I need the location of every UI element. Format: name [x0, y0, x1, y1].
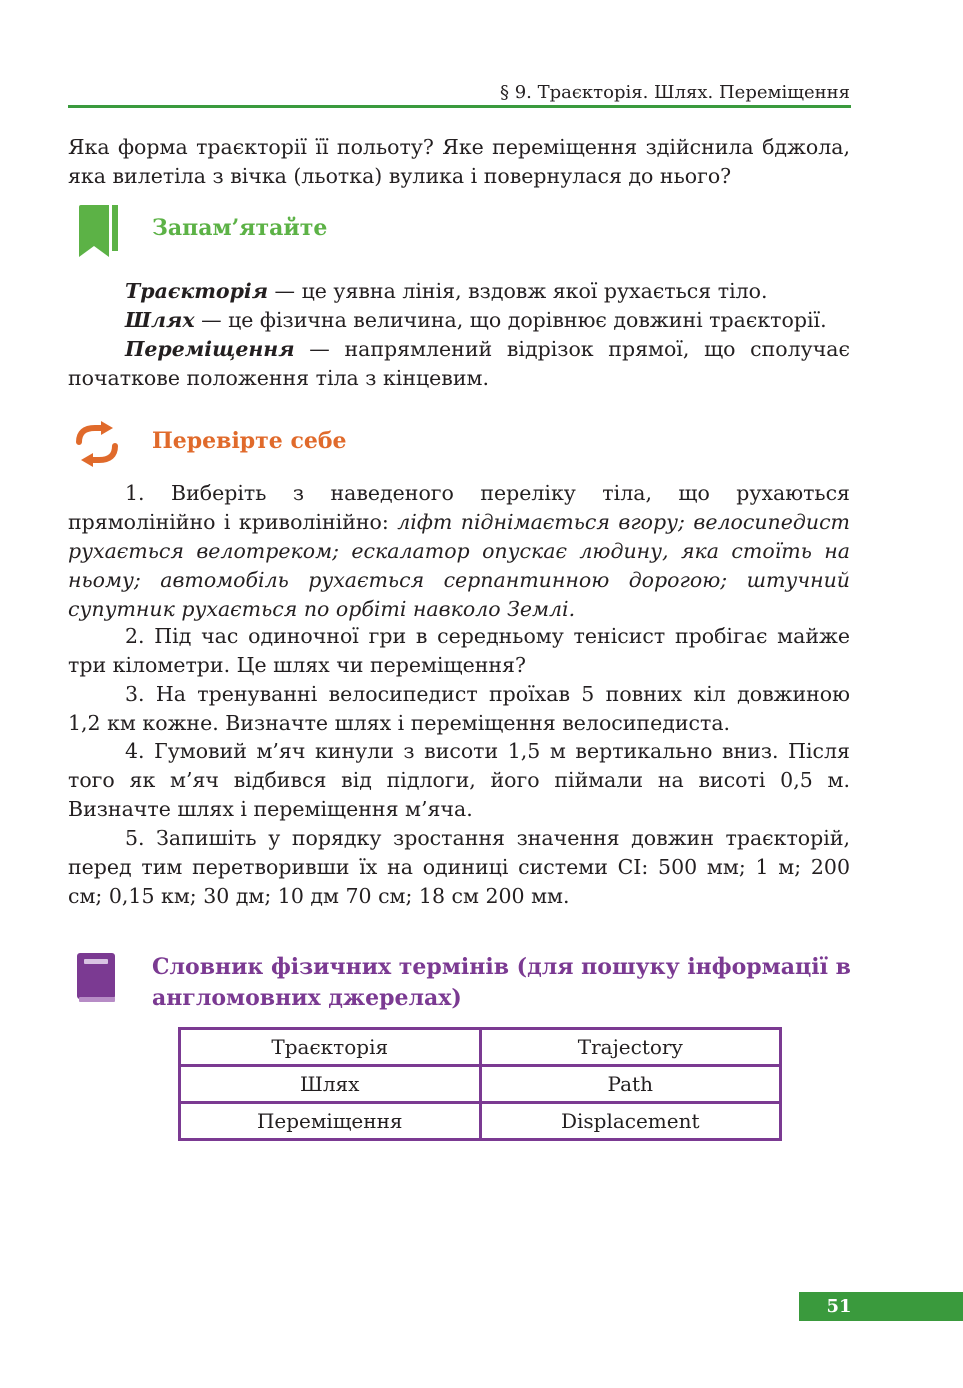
- question-5: 5. Запишіть у порядку зростання значення довжин траєкторій, перед тим перетворивши їх на одиниці системи СІ: 500 мм; 1 м; 200 см; 0,15 км; 30 дм; 10 дм 70 см; 18 см 200 мм.: [68, 826, 850, 908]
- refresh-arrows-icon: [71, 420, 123, 468]
- definition-text: — напрямлений відрізок прямої, що сполучає початкове положення тіла з кінцевим.: [68, 337, 850, 390]
- definition-displacement: [68, 335, 850, 393]
- question-3: 3. На тренуванні велосипедист проїхав 5 повних кіл довжиною 1,2 км кожне. Визначте шлях і переміщення велосипедиста.: [68, 682, 850, 735]
- question-1-prefix: 1. Виберіть з наведеного переліку тіла, що рухаються прямолінійно і криволінійно:: [68, 481, 850, 534]
- term-path: Шлях: [125, 308, 195, 332]
- definition-text: — це фізична величина, що дорівнює довжині траєкторії.: [194, 308, 827, 332]
- glossary-table: [178, 1027, 782, 1141]
- glossary-term-ua: Шлях: [180, 1066, 481, 1103]
- dictionary-heading: Словник фізичних термінів (для пошуку інформації в англомовних джерелах): [152, 954, 851, 1011]
- definition-text: — це уявна лінія, вздовж якої рухається тіло.: [268, 279, 768, 303]
- header-rule: [68, 105, 851, 108]
- glossary-term-en: Path: [480, 1066, 781, 1103]
- header-title: § 9. Траєкторія. Шлях. Переміщення: [499, 82, 850, 103]
- remember-heading: Запам’ятайте: [152, 215, 328, 241]
- glossary-term-ua: Траєкторія: [180, 1029, 481, 1066]
- book-icon: [77, 953, 117, 1003]
- question-1: [68, 479, 850, 624]
- question-2: 2. Під час одиночної гри в середньому тенісист пробігає майже три кілометри. Це шлях чи переміщення?: [68, 624, 850, 677]
- intro-paragraph: Яка форма траєкторії її польоту? Яке переміщення здійснила бджола, яка вилетіла з вічка (льотка) вулика і повернулася до нього?: [68, 135, 850, 188]
- glossary-term-en: Trajectory: [480, 1029, 781, 1066]
- definition-path: [68, 306, 850, 335]
- question-1-list: ліфт піднімається вгору; велосипедист рухається велотреком; ескалатор опускає людину, яка стоїть на ньому; автомобіль рухається серпантинною дорогою; штучний супутник рухається по орбіті навколо Землі.: [68, 510, 850, 621]
- term-displacement: Переміщення: [125, 337, 295, 361]
- glossary-term-en: Displacement: [480, 1103, 781, 1140]
- table-row: [180, 1103, 781, 1140]
- glossary-term-ua: Переміщення: [180, 1103, 481, 1140]
- table-row: [180, 1066, 781, 1103]
- bookmark-icon: [79, 205, 119, 257]
- question-4: 4. Гумовий м’яч кинули з висоти 1,5 м вертикально вниз. Після того як м’яч відбився від підлоги, його піймали на висоті 0,5 м. Визначте шлях і переміщення м’яча.: [68, 739, 850, 821]
- page-number: 51: [799, 1292, 963, 1321]
- table-row: [180, 1029, 781, 1066]
- term-trajectory: Траєкторія: [125, 279, 269, 303]
- check-heading: Перевірте себе: [152, 428, 347, 454]
- definition-trajectory: [68, 277, 850, 306]
